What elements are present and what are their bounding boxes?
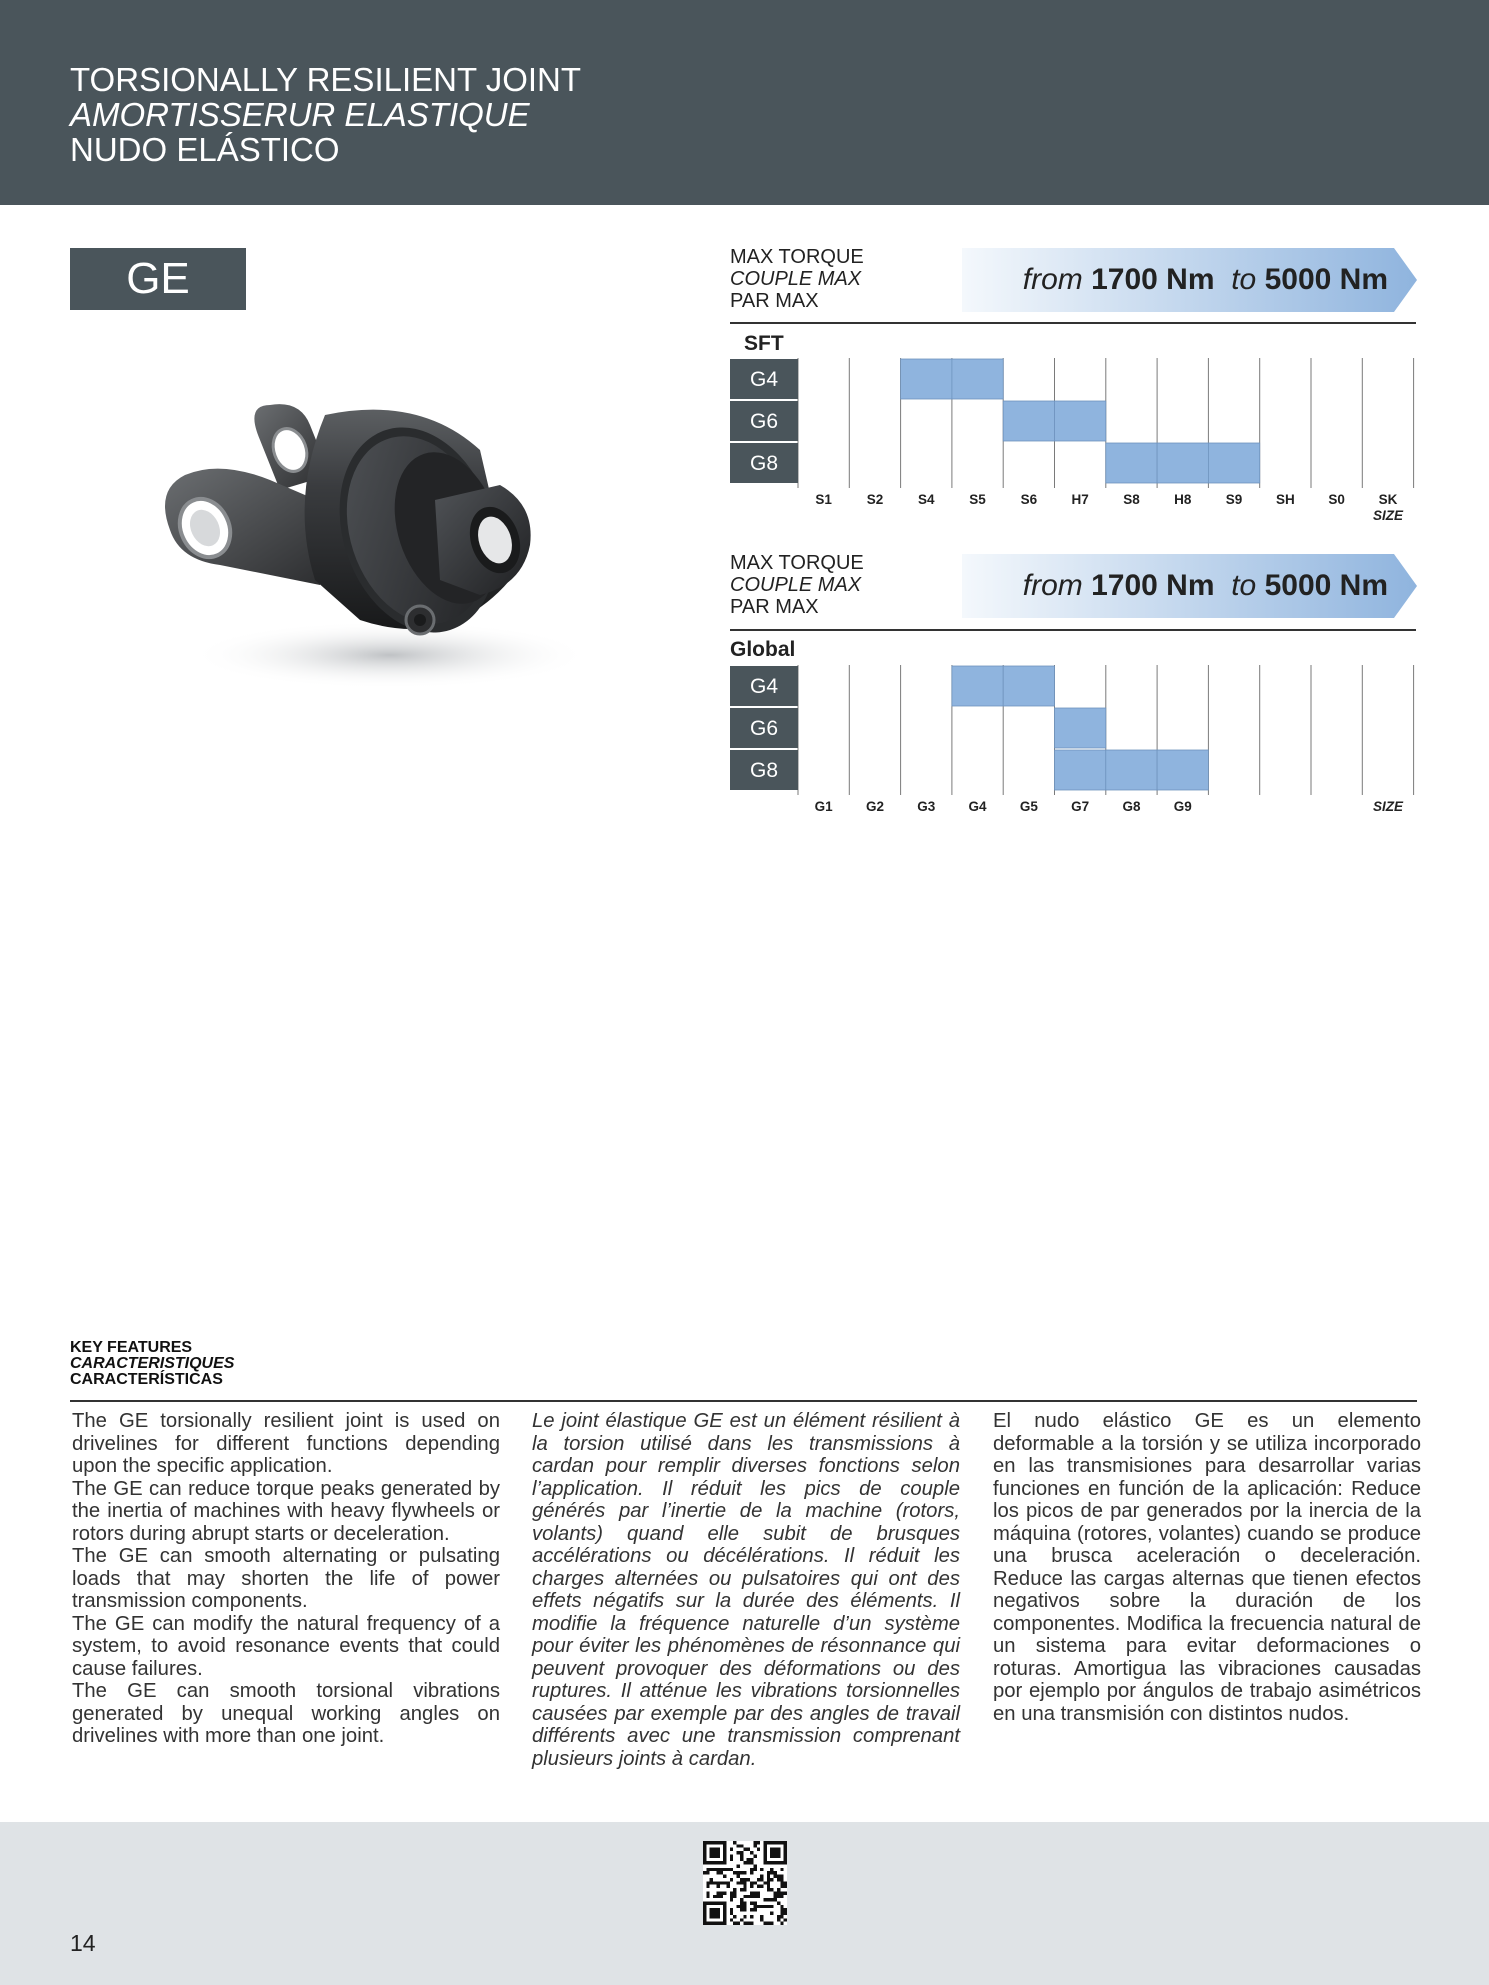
column-label: G3	[917, 799, 936, 814]
column-label: G7	[1071, 799, 1090, 814]
paragraph: The GE can reduce torque peaks generated by the inertia of machines with heavy flywheels or rotors during abrupt starts or deceleration.	[72, 1477, 500, 1545]
coverage-bar	[1055, 401, 1106, 441]
column-label: H8	[1174, 492, 1192, 507]
coverage-bar	[1055, 750, 1106, 790]
coverage-bar	[1055, 708, 1106, 748]
torque-label-fr: COUPLE MAX	[730, 268, 862, 290]
coverage-bar	[952, 359, 1003, 399]
to-word: to	[1231, 263, 1257, 296]
paragraph: The GE can modify the natural frequency of a system, to avoid resonance events that could cause failures.	[72, 1612, 500, 1680]
key-features-heading	[70, 1340, 234, 1388]
row-label: G4	[749, 368, 779, 391]
description-english	[72, 1410, 500, 1748]
coverage-bar	[1106, 443, 1157, 483]
page-number: 14	[70, 1930, 96, 1956]
chart-title-sft: SFT	[744, 332, 784, 355]
page-title	[70, 62, 581, 167]
coverage-bar	[1003, 401, 1054, 441]
to-word: to	[1231, 569, 1257, 602]
column-label: S1	[815, 492, 832, 507]
divider	[70, 1400, 1417, 1402]
size-chart-global	[730, 665, 1420, 817]
row-label: G4	[749, 675, 779, 698]
coverage-bar	[1157, 443, 1208, 483]
size-chart-sft	[730, 358, 1420, 520]
product-image	[150, 380, 590, 700]
description-spanish: El nudo elástico GE es un elemento deformable a la torsión y se utiliza incorporado en las transmisiones para desarrollar varias funciones en función de la aplicación: Reduce los picos de par generados por la inercia de la máquina (rotores, volantes) cuando se produce una brusca aceleración o deceleración. Reduce las cargas alternas que tienen efectos negativos sobre la duración de los componentes. Modifica la frecuencia natural de un sistema para evitar deformaciones o roturas. Amortigua las vibraciones causadas por ejemplo por ángulos de trabajo asimétricos en una transmisión con distintos nudos.	[993, 1410, 1421, 1725]
row-label: G8	[749, 452, 779, 475]
from-value: 1700 Nm	[1091, 263, 1215, 296]
axis-label: SIZE	[1372, 508, 1403, 520]
column-label: G9	[1173, 799, 1192, 814]
model-badge: GE	[70, 248, 246, 310]
axis-label: SIZE	[1372, 799, 1403, 814]
chart-title-global: Global	[730, 638, 796, 661]
to-value: 5000 Nm	[1264, 569, 1388, 602]
torque-label-sft	[730, 246, 864, 312]
from-word: from	[1022, 569, 1083, 602]
column-label: G5	[1019, 799, 1038, 814]
coverage-bar	[901, 359, 952, 399]
row-label: G6	[749, 410, 779, 433]
coverage-bar	[1106, 750, 1157, 790]
column-label: S9	[1225, 492, 1243, 507]
from-value: 1700 Nm	[1091, 569, 1215, 602]
coverage-bar	[1208, 443, 1259, 483]
column-label: G2	[865, 799, 884, 814]
torque-label-es: PAR MAX	[730, 596, 819, 618]
qr-code[interactable]	[703, 1841, 787, 1925]
torque-range-sft	[962, 248, 1418, 312]
coverage-bar	[952, 666, 1003, 706]
column-label: G4	[968, 799, 987, 814]
paragraph: The GE can smooth alternating or pulsating loads that may shorten the life of power transmission components.	[72, 1545, 500, 1612]
row-label: G8	[749, 759, 779, 782]
divider	[730, 629, 1416, 631]
title-spanish: NUDO ELÁSTICO	[70, 131, 340, 168]
torque-label-fr: COUPLE MAX	[730, 574, 862, 596]
column-label: S8	[1123, 492, 1140, 507]
paragraph: The GE can smooth torsional vibrations generated by unequal working angles on drivelines with more than one joint.	[72, 1680, 500, 1747]
key-features-fr: CARACTERISTIQUES	[70, 1355, 235, 1372]
torque-label-es: PAR MAX	[730, 290, 819, 312]
column-label: S0	[1328, 492, 1345, 507]
torque-range-global	[962, 554, 1418, 618]
column-label: G8	[1122, 799, 1141, 814]
torque-label-global	[730, 552, 864, 618]
column-label: SK	[1378, 492, 1398, 507]
column-label: S6	[1020, 492, 1038, 507]
paragraph: The GE torsionally resilient joint is used on drivelines for different functions depending upon the specific application.	[72, 1410, 500, 1477]
title-french: AMORTISSERUR ELASTIQUE	[70, 96, 530, 133]
column-label: G1	[814, 799, 833, 814]
coverage-bar	[1157, 750, 1208, 790]
description-french: Le joint élastique GE est un élément résilient à la torsion utilisé dans les transmissions à cardan pour remplir diverses fonctions selon l’application. Il réduit les pics de couple générés par l’inertie de la machine (rotors, volants) quand elle subit de brusques accélérations ou décélérations. Il réduit les charges alternées ou pulsatoires qui ont des effets négatifs sur la durée des éléments. Il modifie la fréquence naturelle d’un système pour éviter les phénomènes de résonnance qui peuvent provoquer des déformations ou des ruptures. Il atténue les vibrations torsionnelles causées par exemple par des angles de travail différents avec une transmission comprenant plusieurs joints à cardan.	[532, 1410, 960, 1770]
column-label: H7	[1071, 492, 1089, 507]
torque-label-en: MAX TORQUE	[730, 552, 864, 574]
row-label: G6	[749, 717, 779, 740]
column-label: S5	[969, 492, 986, 507]
column-label: SH	[1275, 492, 1295, 507]
key-features-es: CARACTERÍSTICAS	[70, 1371, 223, 1388]
from-word: from	[1022, 263, 1083, 296]
title-english: TORSIONALLY RESILIENT JOINT	[70, 61, 582, 98]
key-features-en: KEY FEATURES	[70, 1339, 193, 1356]
column-label: S2	[866, 492, 884, 507]
to-value: 5000 Nm	[1264, 263, 1388, 296]
divider	[730, 322, 1416, 324]
column-label: S4	[917, 492, 935, 507]
coverage-bar	[1003, 666, 1054, 706]
torque-label-en: MAX TORQUE	[730, 246, 864, 268]
